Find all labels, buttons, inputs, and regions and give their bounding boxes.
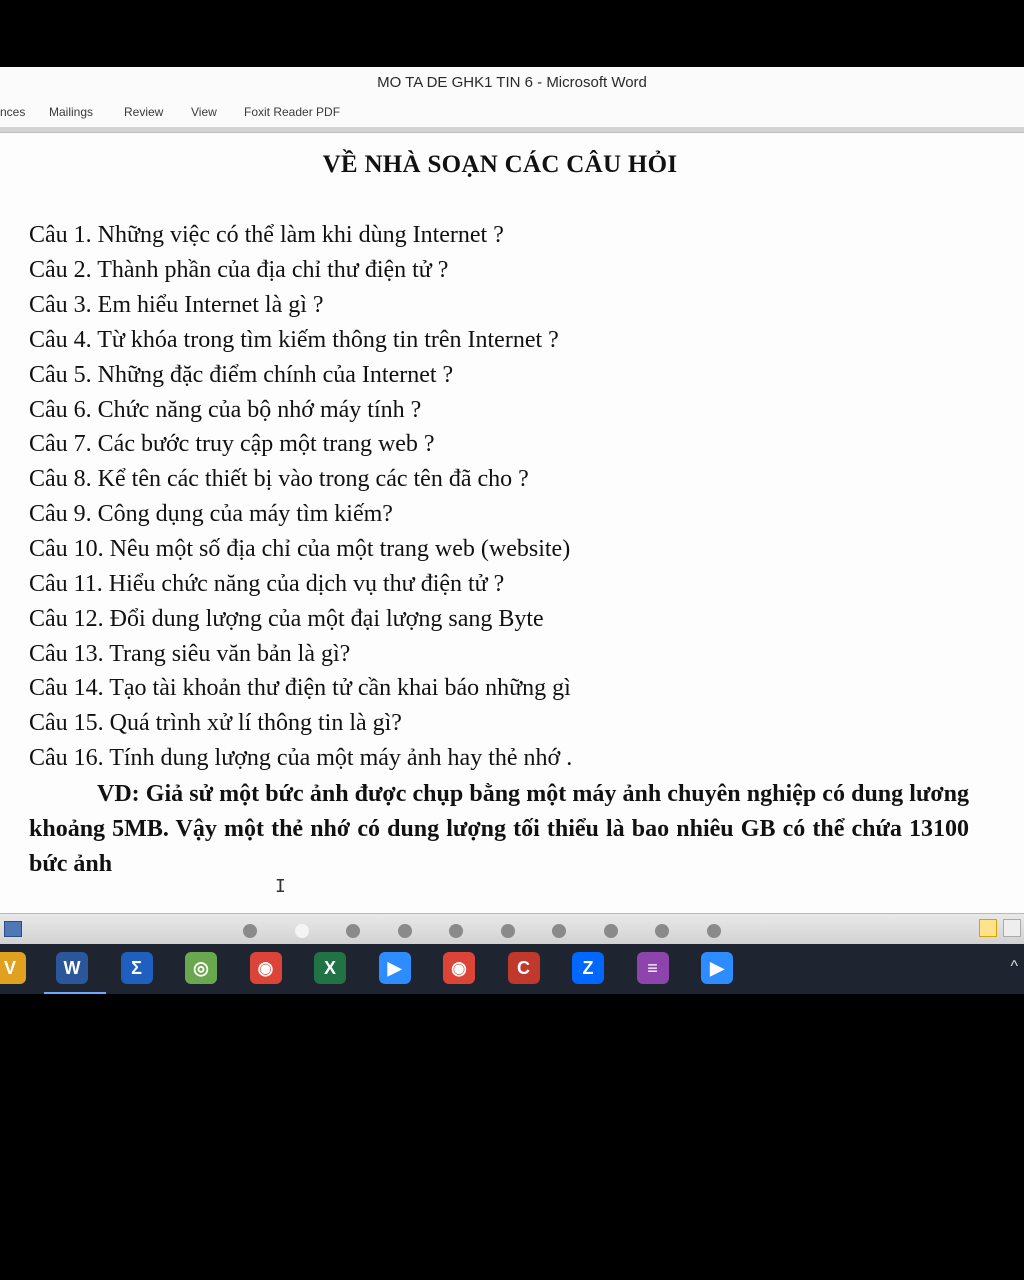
page-dot[interactable] xyxy=(346,924,360,938)
active-app-indicator xyxy=(44,992,106,994)
text-cursor-icon: I xyxy=(275,876,286,897)
tab-mailings[interactable]: Mailings xyxy=(49,105,94,119)
zoom-icon[interactable]: ▶ xyxy=(379,952,411,984)
page-dot[interactable] xyxy=(449,924,463,938)
question-10: Câu 10. Nêu một số địa chỉ của một trang web (website) xyxy=(29,536,571,562)
vietkey-icon[interactable]: V xyxy=(0,952,26,984)
question-2: Câu 2. Thành phần của địa chỉ thư điện tử ? xyxy=(29,257,449,283)
page-dot[interactable] xyxy=(398,924,412,938)
page-dot[interactable] xyxy=(552,924,566,938)
question-1: Câu 1. Những việc có thể làm khi dùng Internet ? xyxy=(29,222,504,248)
windows-taskbar xyxy=(0,944,1024,994)
word-window xyxy=(0,67,1024,942)
question-13: Câu 13. Trang siêu văn bản là gì? xyxy=(29,641,351,667)
status-bar xyxy=(0,913,1024,944)
document-title: VỀ NHÀ SOẠN CÁC CÂU HỎI xyxy=(322,151,678,178)
page-dot[interactable] xyxy=(604,924,618,938)
full-screen-reading-button[interactable] xyxy=(1003,919,1021,937)
page-layout-icon[interactable] xyxy=(4,921,22,937)
print-layout-button[interactable] xyxy=(979,919,997,937)
sigma-icon[interactable]: Σ xyxy=(121,952,153,984)
question-6: Câu 6. Chức năng của bộ nhớ máy tính ? xyxy=(29,397,422,423)
question-15: Câu 15. Quá trình xử lí thông tin là gì? xyxy=(29,710,402,736)
geogebra-icon[interactable]: ◎ xyxy=(185,952,217,984)
zalo-icon[interactable]: Z xyxy=(572,952,604,984)
ribbon-tabs xyxy=(0,101,1024,127)
word-icon[interactable]: W xyxy=(56,952,88,984)
page-dot[interactable] xyxy=(243,924,257,938)
page-dot[interactable] xyxy=(655,924,669,938)
coccoc-icon[interactable]: C xyxy=(508,952,540,984)
page-dot[interactable] xyxy=(501,924,515,938)
question-5: Câu 5. Những đặc điểm chính của Internet ? xyxy=(29,362,454,388)
question-9: Câu 9. Công dụng của máy tìm kiếm? xyxy=(29,501,393,527)
chrome-icon-2[interactable]: ◉ xyxy=(443,952,475,984)
tray-chevron-icon[interactable]: ^ xyxy=(1010,958,1018,975)
example-paragraph: VD: Giả sử một bức ảnh được chụp bằng một máy ảnh chuyên nghiệp có dung lương khoảng 5MB. Vậy một thẻ nhớ có dung lượng tối thiểu là bao nhiêu GB có thể chứa 13100 bức ảnh xyxy=(29,781,969,877)
question-3: Câu 3. Em hiểu Internet là gì ? xyxy=(29,292,324,318)
document-page[interactable] xyxy=(0,133,1024,913)
question-7: Câu 7. Các bước truy cập một trang web ? xyxy=(29,431,435,457)
page-dot[interactable] xyxy=(295,924,309,938)
excel-icon[interactable]: X xyxy=(314,952,346,984)
tab-review[interactable]: Review xyxy=(124,105,164,119)
zoom-icon-2[interactable]: ▶ xyxy=(701,952,733,984)
tab-references[interactable]: nces xyxy=(0,105,26,119)
chrome-icon[interactable]: ◉ xyxy=(250,952,282,984)
tab-view[interactable]: View xyxy=(191,105,217,119)
view-buttons xyxy=(979,919,1024,937)
question-11: Câu 11. Hiểu chức năng của dịch vụ thư điện tử ? xyxy=(29,571,505,597)
question-12: Câu 12. Đổi dung lượng của một đại lượng sang Byte xyxy=(29,606,544,632)
winrar-icon[interactable]: ≡ xyxy=(637,952,669,984)
tab-foxit-reader-pdf[interactable]: Foxit Reader PDF xyxy=(244,105,341,119)
question-8: Câu 8. Kể tên các thiết bị vào trong các tên đã cho ? xyxy=(29,466,529,492)
question-14: Câu 14. Tạo tài khoản thư điện tử cần khai báo những gì xyxy=(29,675,571,701)
page-dot[interactable] xyxy=(707,924,721,938)
window-title: MO TA DE GHK1 TIN 6 - Microsoft Word xyxy=(377,74,647,91)
question-4: Câu 4. Từ khóa trong tìm kiếm thông tin trên Internet ? xyxy=(29,327,559,353)
question-16: Câu 16. Tính dung lượng của một máy ảnh hay thẻ nhớ . xyxy=(29,745,573,771)
